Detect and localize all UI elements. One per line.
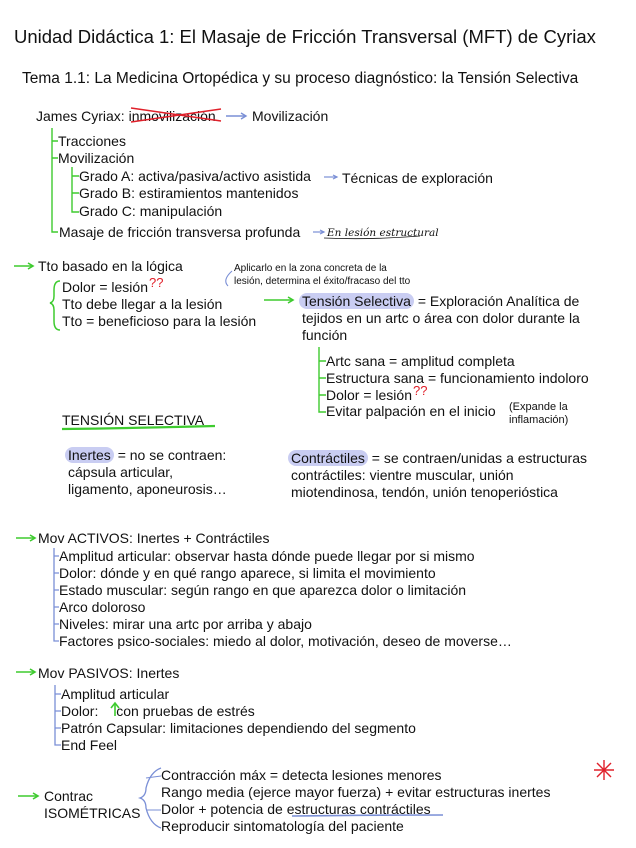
contractiles-def: = se contraen/unidas a estructuras — [367, 450, 587, 466]
apply-note-line1: Aplicarlo en la zona concreta de la — [234, 263, 387, 274]
selective-heading: TENSIÓN SELECTIVA — [62, 412, 205, 428]
massage-item: Masaje de fricción transversa profunda — [59, 224, 301, 240]
logic-title: Tto basado en la lógica — [38, 258, 183, 274]
pasivos-title: Mov PASIVOS: Inertes — [38, 665, 180, 681]
activos-title: Mov ACTIVOS: Inertes + Contráctiles — [38, 530, 270, 546]
topic-subtitle: Tema 1.1: La Medicina Ortopédica y su proceso diagnóstico: la Tensión Selectiva — [22, 70, 579, 87]
inertes-line3: ligamento, aponeurosis… — [68, 481, 227, 497]
isometricas-label-2: ISOMÉTRICAS — [44, 805, 141, 821]
activos-item-arco: Arco doloroso — [59, 599, 146, 615]
contractiles-line2: contráctiles: vientre muscular, unión — [291, 467, 514, 483]
selective-term: Tensión Selectiva — [299, 293, 414, 309]
expand-note-line2: inflamación) — [509, 414, 569, 426]
question-marks: ?? — [149, 275, 164, 290]
pasivos-item-patron: Patrón Capsular: limitaciones dependiendo del segmento — [61, 720, 416, 736]
selective-item-dolor-text: Dolor = lesión — [326, 387, 412, 403]
pasivos-item-amplitud: Amplitud articular — [61, 686, 170, 702]
inertes-def: = no se contraen: — [113, 447, 227, 463]
cyriax-item-tracciones: Tracciones — [58, 133, 126, 149]
grade-a: Grado A: activa/pasiva/activo asistida — [79, 168, 311, 184]
grade-b: Grado B: estiramientos mantenidos — [79, 185, 299, 201]
logic-item-dolor-text: Dolor = lesión — [62, 279, 148, 295]
selective-def-line2: tejidos en un artc o área con dolor durante la — [302, 310, 580, 326]
selective-item-palpacion: Evitar palpación en el inicio — [326, 403, 496, 419]
question-marks: ?? — [413, 383, 428, 398]
iso-item-dolor: Dolor + potencia de estructuras contráctiles — [161, 801, 431, 817]
pasivos-item-endfeel: End Feel — [61, 737, 118, 753]
iso-item-reproducir: Reproducir sintomatología del paciente — [161, 818, 404, 834]
iso-item-contraccion: Contracción máx = detecta lesiones menores — [161, 767, 442, 783]
page-title: Unidad Didáctica 1: El Masaje de Fricción Transversal (MFT) de Cyriax — [14, 26, 596, 47]
activos-item-estado: Estado muscular: según rango en que aparezca dolor o limitación — [59, 582, 467, 598]
activos-item-niveles: Niveles: mirar una artc por arriba y abajo — [59, 616, 312, 632]
cyriax-target: Movilización — [252, 108, 329, 124]
asterisk-icon — [594, 760, 614, 780]
cyriax-item-movilizacion: Movilización — [58, 150, 135, 166]
activos-item-factores: Factores psico-sociales: miedo al dolor, motivación, deseo de moverse… — [59, 633, 512, 649]
inertes-line2: cápsula articular, — [68, 464, 174, 480]
bracket-selective — [319, 347, 326, 412]
selective-def-text: = Exploración Analítica de — [413, 293, 580, 309]
bracket-grades — [72, 167, 79, 212]
bracket-cyriax — [52, 128, 58, 232]
expand-note-line1: (Expande la — [509, 401, 568, 413]
heading-underline — [62, 426, 215, 429]
contractiles-line3: miotendinosa, tendón, unión tenoperióstica — [291, 484, 558, 500]
bracket-pasivos — [55, 685, 61, 745]
inertes-term: Inertes — [65, 447, 114, 463]
selective-def-line3: función — [302, 327, 348, 343]
cyriax-struck-word: inmovilización — [128, 108, 216, 124]
logic-item-tto-llegar: Tto debe llegar a la lesión — [62, 296, 223, 312]
pasivos-dolor-rest: con pruebas de estrés — [116, 703, 255, 719]
massage-note: En lesión estructural — [327, 227, 439, 239]
isometricas-label-1: Contrac — [44, 788, 94, 804]
cyriax-prefix: James Cyriax: — [36, 108, 129, 124]
grade-c: Grado C: manipulación — [79, 203, 223, 219]
brace-logic — [50, 281, 60, 330]
pasivos-dolor-label: Dolor: — [61, 703, 103, 719]
selective-item-artc: Artc sana = amplitud completa — [326, 353, 515, 369]
activos-item-dolor: Dolor: dónde y en qué rango aparece, si limita el movimiento — [59, 565, 436, 581]
grades-note: Técnicas de exploración — [342, 170, 493, 186]
iso-item-rango: Rango media (ejerce mayor fuerza) + evitar estructuras inertes — [161, 784, 551, 800]
logic-item-tto-beneficioso: Tto = beneficioso para la lesión — [62, 313, 257, 329]
activos-item-amplitud: Amplitud articular: observar hasta dónde puede llegar por si mismo — [59, 548, 475, 564]
apply-note-line2: lesión, determina el éxito/fracaso del tto — [234, 276, 411, 287]
bracket-activos — [54, 548, 59, 641]
selective-item-estructura: Estructura sana = funcionamiento indoloro — [326, 370, 589, 386]
contractiles-term: Contráctiles — [288, 450, 368, 466]
